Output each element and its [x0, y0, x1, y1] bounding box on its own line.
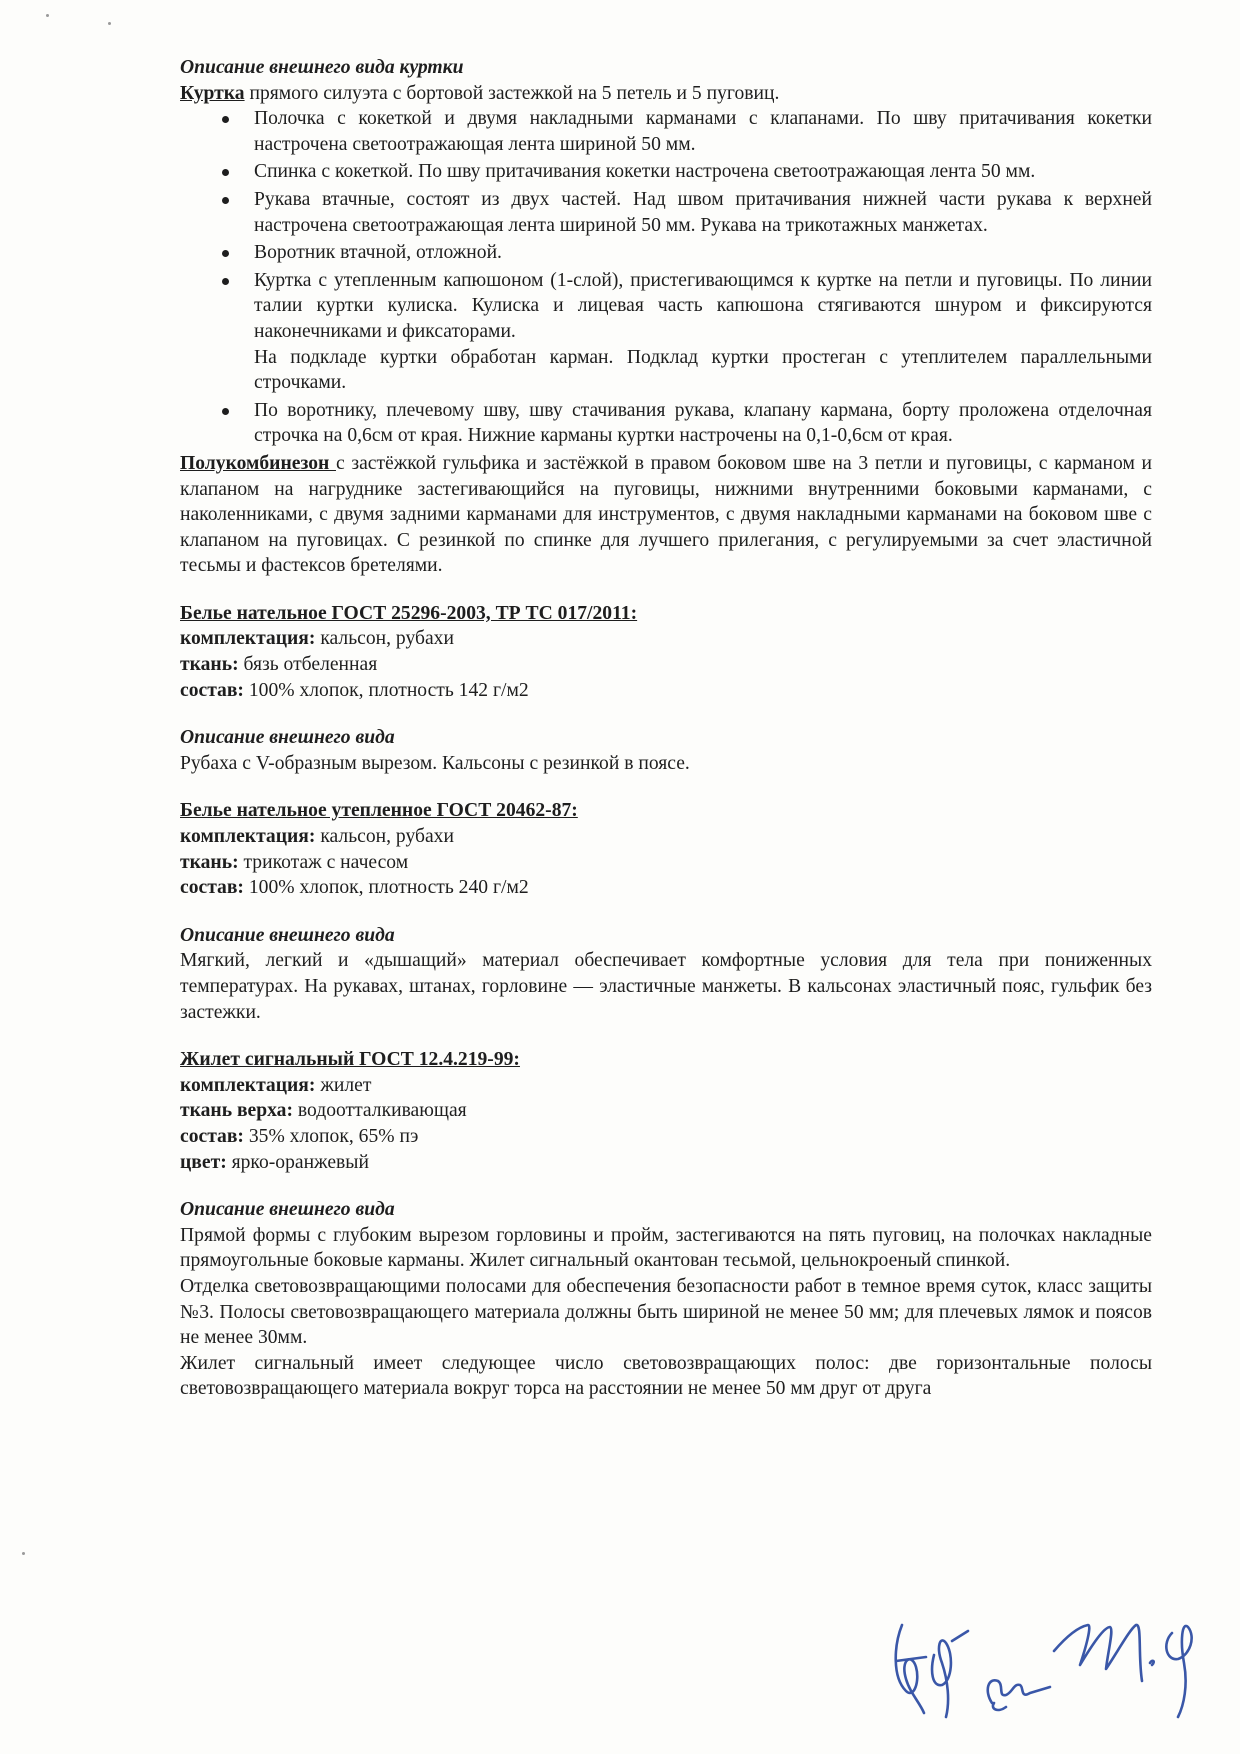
color-value: ярко-оранжевый — [226, 1151, 369, 1173]
scan-speck — [46, 14, 49, 17]
overall-term: Полукомбинезон — [180, 452, 336, 474]
fabric-value: бязь отбеленная — [238, 654, 378, 676]
list-item — [180, 268, 1152, 396]
set-label: комплектация: — [180, 1074, 316, 1096]
scan-speck — [108, 22, 111, 25]
spacer — [180, 776, 1152, 798]
set-value: кальсон, рубахи — [315, 628, 454, 650]
warm-underwear-composition — [180, 875, 1152, 901]
underwear-desc-text: Рубаха с V-образным вырезом. Кальсоны с резинкой в поясе. — [180, 752, 690, 774]
bullet-icon — [222, 278, 229, 285]
fabric-label: ткань: — [180, 654, 239, 676]
underwear-title: Белье нательное ГОСТ 25296-2003, ТР ТС 017/2011: — [180, 602, 638, 624]
warm-underwear-set — [180, 824, 1152, 850]
bullet-text: Куртка с утепленным капюшоном (1-слой), пристегивающимся к куртке на петли и пуговицы. По линии талии куртки кулиска. Кулиска и лицевая часть капюшона стягиваются шнуром и фиксируются наконечниками и фиксаторами. — [254, 269, 1152, 342]
spacer — [180, 1025, 1152, 1047]
composition-value: 100% хлопок, плотность 142 г/м2 — [243, 679, 529, 701]
scan-speck — [22, 1552, 25, 1555]
composition-label: состав: — [180, 877, 244, 899]
list-item — [180, 398, 1152, 449]
composition-value: 100% хлопок, плотность 240 г/м2 — [243, 877, 529, 899]
bullet-icon — [222, 197, 229, 204]
warm-underwear-desc-heading: Описание внешнего вида — [180, 924, 395, 946]
warm-underwear-desc-text: Мягкий, легкий и «дышащий» материал обеспечивает комфортные условия для тела при пониженных температурах. На рукавах, штанах, горловине — эластичные манжеты. В кальсонах эластичный пояс, гульфик без застежки. — [180, 950, 1152, 1023]
list-item — [180, 159, 1152, 185]
vest-title: Жилет сигнальный ГОСТ 12.4.219-99: — [180, 1049, 520, 1071]
bullet-text: Воротник втачной, отложной. — [254, 242, 502, 264]
vest-composition — [180, 1124, 1152, 1150]
set-label: комплектация: — [180, 628, 316, 650]
warm-underwear-fabric — [180, 850, 1152, 876]
bullet-icon — [222, 116, 229, 123]
composition-label: состав: — [180, 1125, 244, 1147]
list-item — [180, 187, 1152, 238]
spacer — [180, 901, 1152, 923]
handwritten-signature — [880, 1585, 1220, 1725]
set-label: комплектация: — [180, 826, 316, 848]
fabric-label: ткань верха: — [180, 1100, 293, 1122]
vest-set — [180, 1073, 1152, 1099]
jacket-intro-text: прямого силуэта с бортовой застежкой на 5 петель и 5 пуговиц. — [244, 82, 780, 104]
underwear-set — [180, 626, 1152, 652]
bullet-text: По воротнику, плечевому шву, шву стачивания рукава, клапану кармана, борту проложена отделочная строчка на 0,6см от края. Нижние карманы куртки настрочены на 0,1-0,6см от края. — [254, 399, 1152, 447]
set-value: кальсон, рубахи — [315, 826, 454, 848]
spacer — [180, 703, 1152, 725]
spacer — [180, 579, 1152, 601]
bullet-text: Рукава втачные, состоят из двух частей. Над швом притачивания нижней части рукава к верхней настрочена светоотражающая лента шириной 50 мм. Рукава на трикотажных манжетах. — [254, 188, 1152, 236]
bullet-text: Спинка с кокеткой. По шву притачивания кокетки настрочена светоотражающая лента 50 мм. — [254, 161, 1036, 183]
composition-label: состав: — [180, 679, 244, 701]
bullet-extra-text: На подкладе куртки обработан карман. Подклад куртки простеган с утеплителем параллельными строчками. — [254, 346, 1152, 394]
warm-underwear-title: Белье нательное утепленное ГОСТ 20462-87: — [180, 800, 578, 822]
jacket-term: Куртка — [180, 82, 245, 104]
list-item — [180, 240, 1152, 266]
jacket-heading: Описание внешнего вида куртки — [180, 57, 464, 78]
vest-paragraph: Жилет сигнальный имеет следующее число световозвращающих полос: две горизонтальные полосы световозвращающего материала вокруг торса на расстоянии не менее 50 мм друг от друга — [180, 1352, 1152, 1400]
document-body — [180, 55, 1152, 1402]
color-label: цвет: — [180, 1151, 227, 1173]
underwear-fabric — [180, 652, 1152, 678]
vest-fabric — [180, 1098, 1152, 1124]
set-value: жилет — [315, 1074, 372, 1096]
composition-value: 35% хлопок, 65% пэ — [243, 1125, 419, 1147]
bullet-icon — [222, 250, 229, 257]
jacket-bullet-list — [180, 106, 1152, 449]
vest-paragraph: Отделка световозвращающими полосами для обеспечения безопасности работ в темное время суток, класс защиты №3. Полосы световозвращающего материала должны быть шириной не менее 50 мм; для плечевых лямок и поясов не менее 30мм. — [180, 1275, 1152, 1349]
jacket-intro — [180, 81, 1152, 107]
bullet-text: Полочка с кокеткой и двумя накладными карманами с клапанами. По шву притачивания кокетки настрочена светоотражающая лента шириной 50 мм. — [254, 108, 1152, 155]
overall-paragraph — [180, 451, 1152, 579]
vest-paragraph: Прямой формы с глубоким вырезом горловины и пройм, застегиваются на пять пуговиц, на полочках накладные прямоугольные боковые карманы. Жилет сигнальный окантован тесьмой, цельнокроеный спинкой. — [180, 1224, 1152, 1272]
vest-desc-heading: Описание внешнего вида — [180, 1199, 395, 1221]
fabric-label: ткань: — [180, 851, 239, 873]
underwear-composition — [180, 678, 1152, 704]
list-item — [180, 106, 1152, 157]
underwear-desc-heading: Описание внешнего вида — [180, 727, 395, 749]
fabric-value: трикотаж с начесом — [238, 851, 409, 873]
vest-color — [180, 1150, 1152, 1176]
bullet-icon — [222, 408, 229, 415]
fabric-value: водоотталкивающая — [293, 1100, 467, 1122]
bullet-icon — [222, 169, 229, 176]
overall-text: с застёжкой гульфика и застёжкой в правом боковом шве на 3 петли и пуговицы, с карманом и клапаном на нагруднике застегивающийся на пуговицы, нижними внутренними боковыми карманами, с наколенниками, с двумя задними карманами для инструментов, с двумя накладными карманами на боковом шве с клапаном на пуговицах. С резинкой по спинке для лучшего прилегания, с регулируемыми за счет эластичной тесьмы и фастексов бретелями. — [180, 452, 1153, 577]
spacer — [180, 1175, 1152, 1197]
